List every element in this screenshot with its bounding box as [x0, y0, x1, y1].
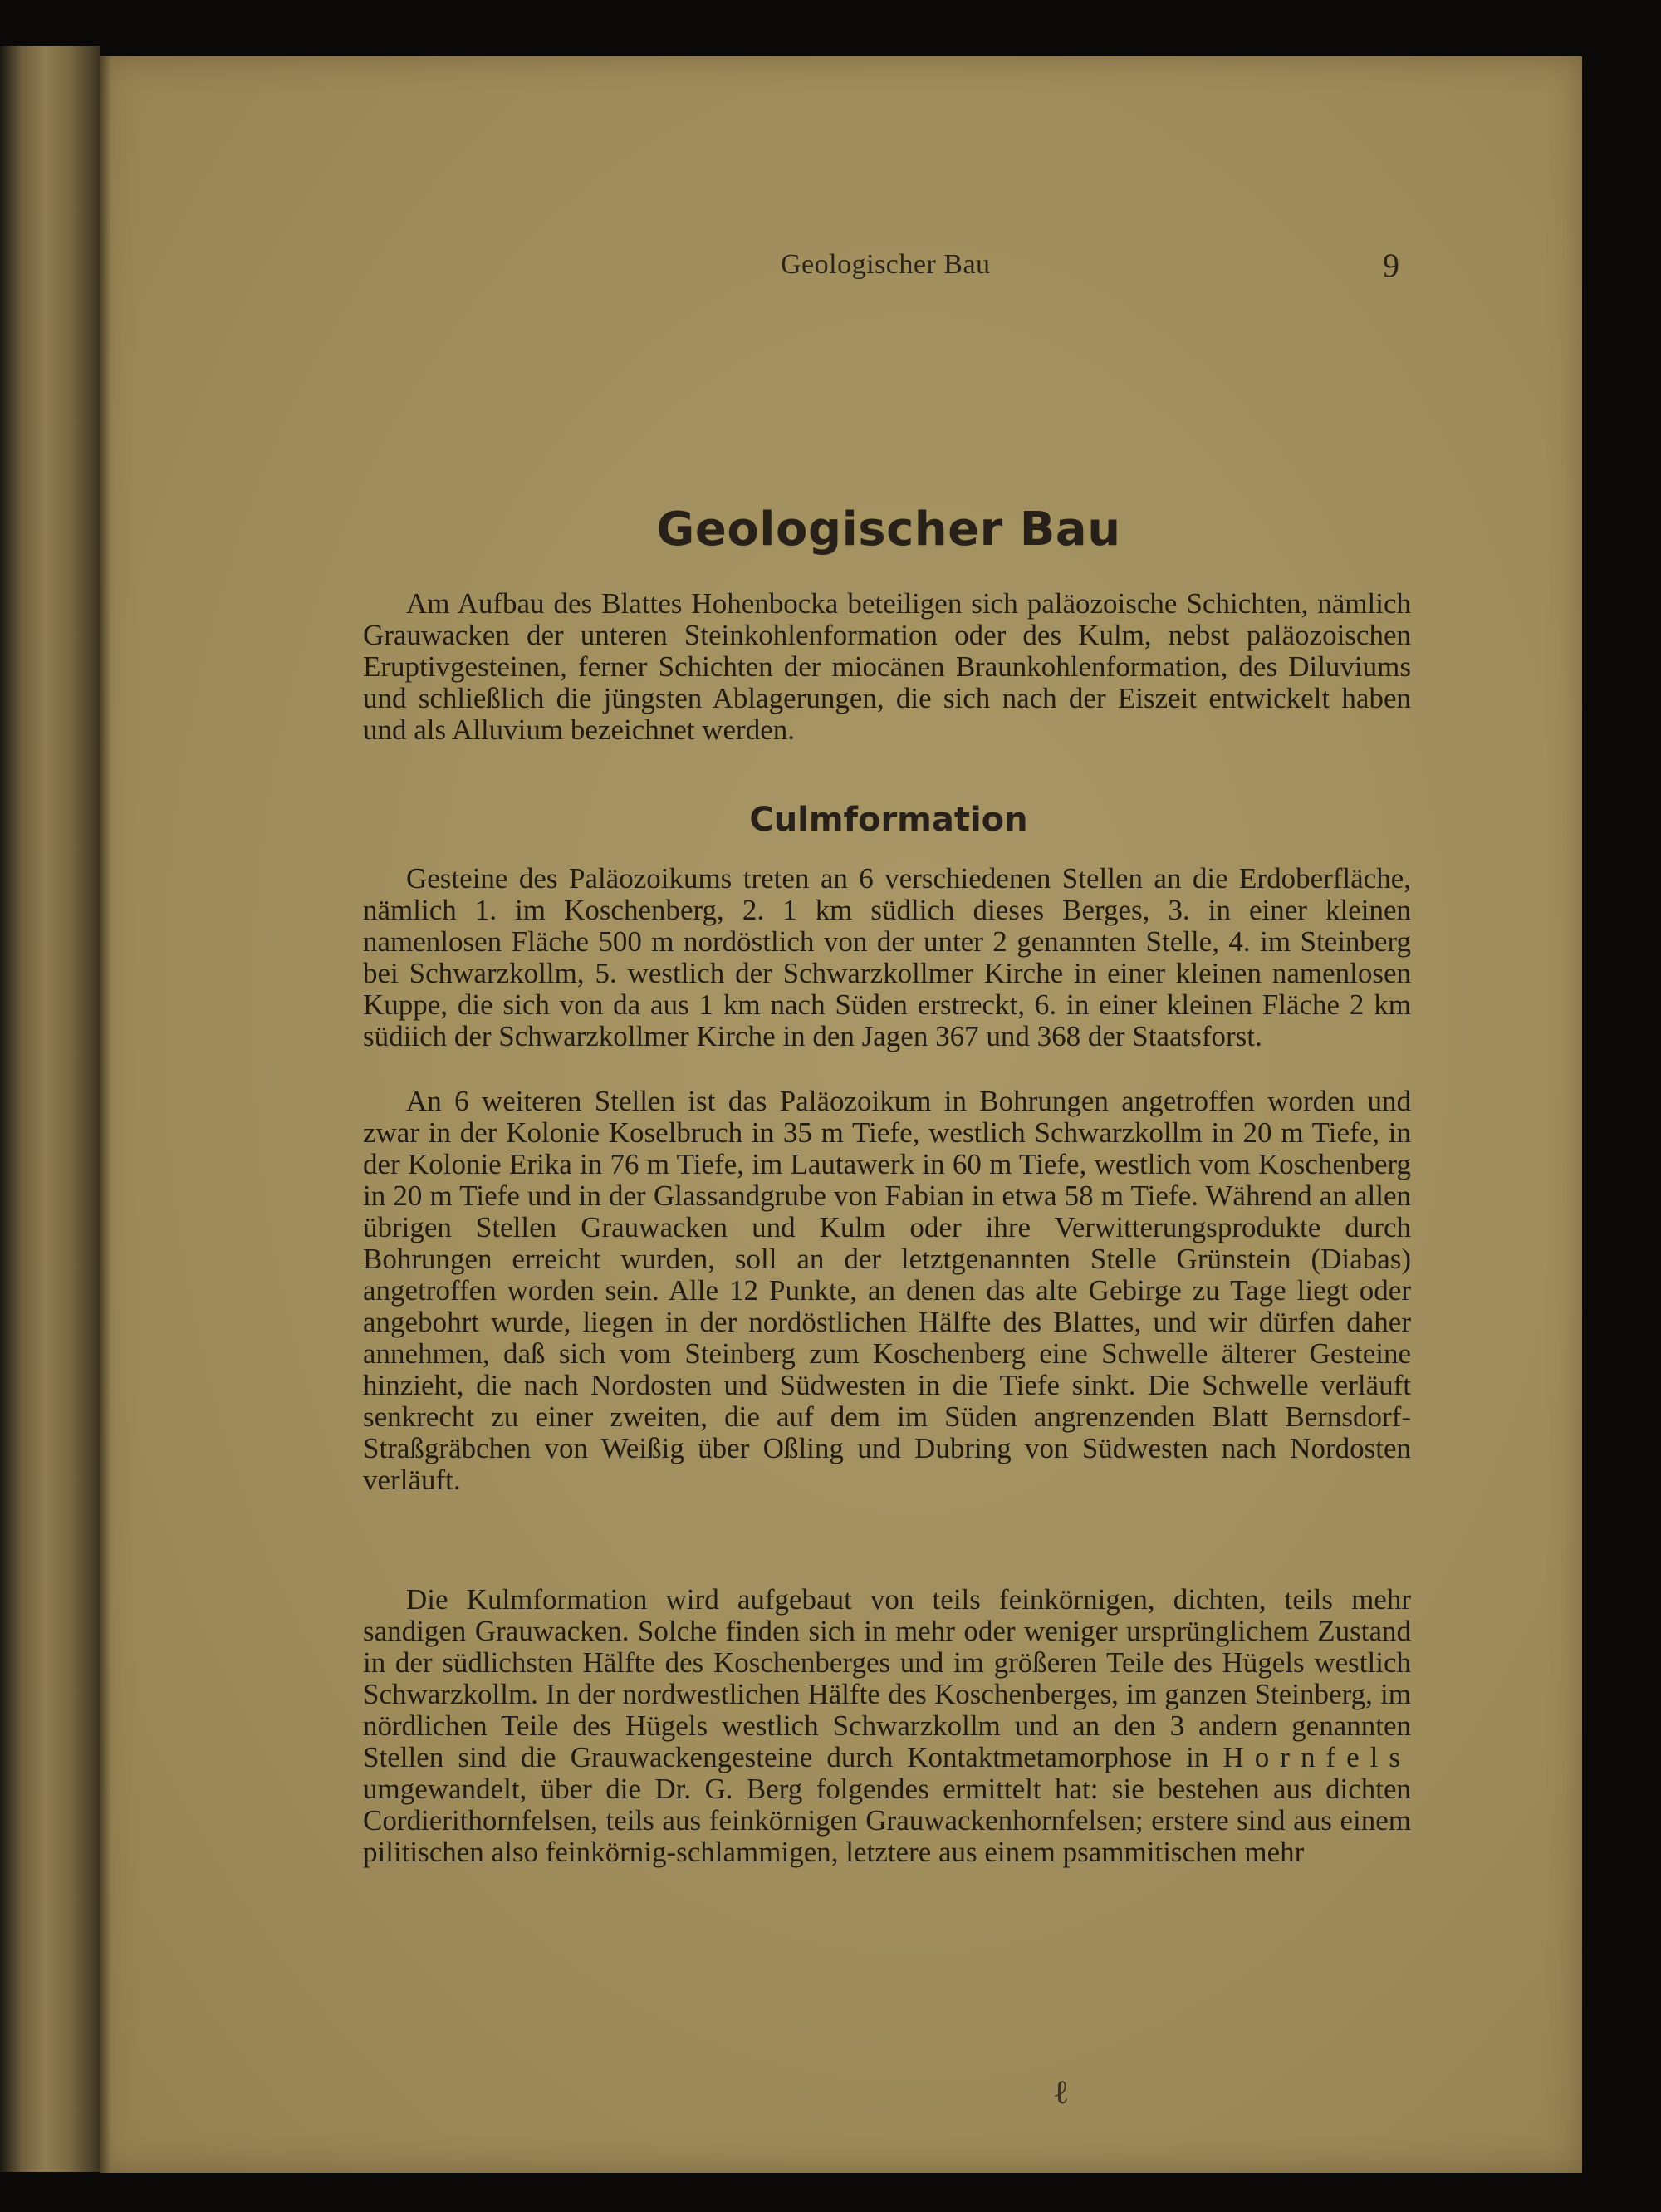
page-number: 9 [1383, 247, 1399, 284]
book-binding [0, 46, 100, 2172]
page-gutter-shadow [100, 56, 111, 2173]
pencil-mark: ℓ [1053, 2073, 1070, 2111]
text-run: Die Kulmformation wird aufgebaut von teils feinkörnigen, dichten, teils mehr sandigen Grauwacken. Solche finden sich in mehr oder weniger ursprünglichem Zustand in der südlichsten Hälfte des Koschenberges und im größeren Teile des Hügels westlich Schwarzkollm. In der nordwestlichen Hälfte des Koschenberges, im ganzen Steinberg, im nördlichen Teile des Hügels westlich Schwarzkollm und an den 3 andern genannten Stellen sind die Grauwackengesteine durch Kontaktmetamorphose in [363, 1583, 1411, 1773]
paragraph-kulm-composition [363, 1584, 1411, 1868]
chapter-title: Geologischer Bau [656, 503, 1121, 557]
intro-paragraph: Am Aufbau des Blattes Hohenbocka beteiligen sich paläozoische Schichten, nämlich Grauwacken der unteren Steinkohlenformation oder des Kulm, nebst paläozoischen Eruptivgesteinen, ferner Schichten der miocänen Braunkohlenformation, des Diluviums und schließlich die jüngsten Ablagerungen, die sich nach der Eiszeit entwickelt haben und als Alluvium bezeichnet werden. [363, 587, 1411, 746]
spaced-term-hornfels: Hornfels [1222, 1741, 1411, 1773]
paragraph-occurrences: Gesteine des Paläozoikums treten an 6 verschiedenen Stellen an die Erdoberfläche, nämlich 1. im Koschenberg, 2. 1 km südlich dieses Berges, 3. in einer kleinen namenlosen Fläche 500 m nordöstlich von der unter 2 genannten Stelle, 4. im Steinberg bei Schwarzkollm, 5. westlich der Schwarzkollmer Kirche in einer kleinen namenlosen Kuppe, die sich von da aus 1 km nach Süden erstreckt, 6. in einer kleinen Fläche 2 km südiich der Schwarzkollmer Kirche in den Jagen 367 und 368 der Staatsforst. [363, 862, 1411, 1052]
text-run: umgewandelt, über die Dr. G. Berg folgendes ermittelt hat: sie bestehen aus dichten Cordierithornfelsen, teils aus feinkörnigen Grauwackenhornfelsen; erstere sind aus einem pilitischen also feinkörnig-schlammigen, letztere aus einem psammitischen mehr [363, 1773, 1411, 1868]
section-heading: Culmformation [749, 801, 1028, 839]
paragraph-boreholes: An 6 weiteren Stellen ist das Paläozoikum in Bohrungen angetroffen worden und zwar in der Kolonie Koselbruch in 35 m Tiefe, westlich Schwarzkollm in 20 m Tiefe, in der Kolonie Erika in 76 m Tiefe, im Lautawerk in 60 m Tiefe, westlich vom Koschenberg in 20 m Tiefe und in der Glassandgrube von Fabian in etwa 58 m Tiefe. Während an allen übrigen Stellen Grauwacken und Kulm oder ihre Verwitterungsprodukte durch Bohrungen erreicht wurden, soll an der letztgenannten Stelle Grünstein (Diabas) angetroffen worden sein. Alle 12 Punkte, an denen das alte Gebirge zu Tage liegt oder angebohrt wurde, liegen in der nordöstlichen Hälfte des Blattes, und wir dürfen daher annehmen, daß sich vom Steinberg zum Koschenberg eine Schwelle älterer Gesteine hinzieht, die nach Nordosten und Südwesten in die Tiefe sinkt. Die Schwelle verläuft senkrecht zu einer zweiten, die auf dem im Süden angrenzenden Blatt Bernsdorf-Straßgräbchen von Weißig über Oßling und Dubring von Südwesten nach Nordosten verläuft. [363, 1085, 1411, 1496]
running-head: Geologischer Bau [781, 249, 991, 280]
